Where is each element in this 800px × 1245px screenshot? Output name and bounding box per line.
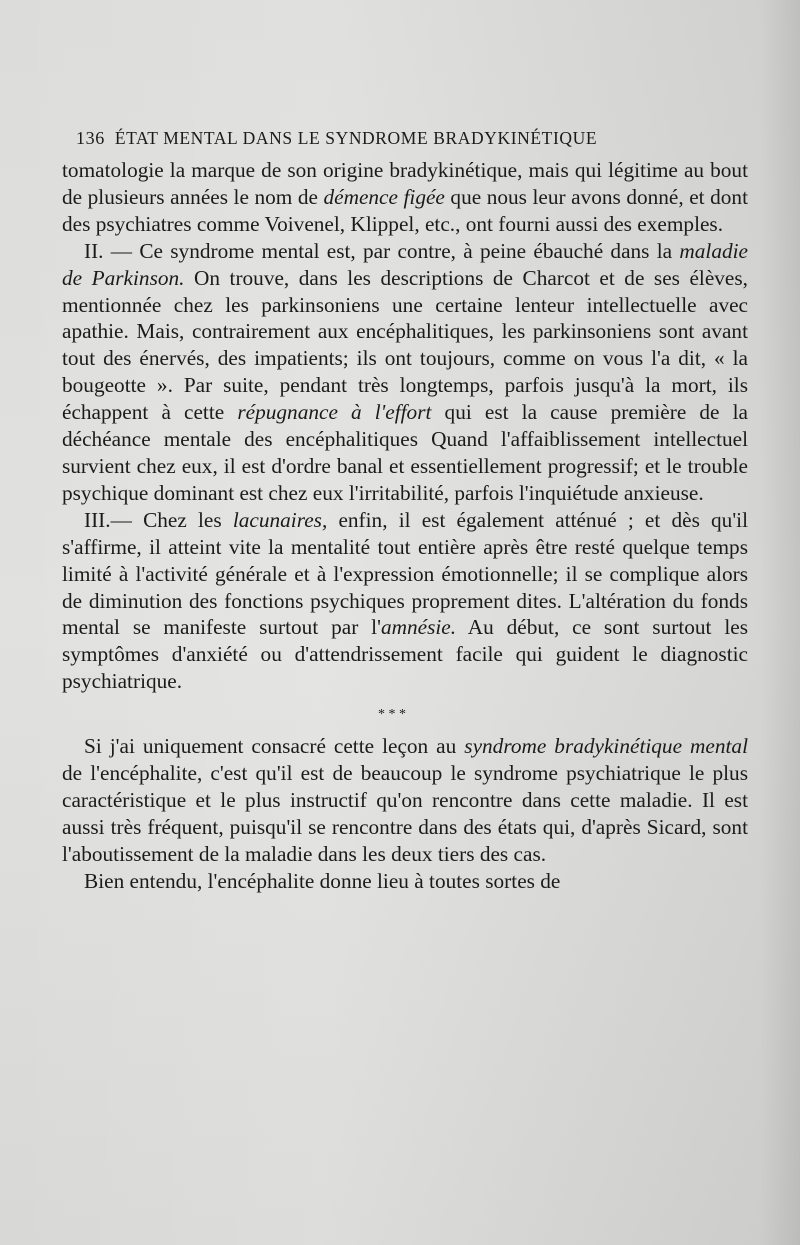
p2-text-c: On trouve, dans les descriptions de Charcot et de ses élèves, mentionnée chez les parkinsoniens une certaine lenteur intellectuelle avec apathie. Mais, contrairement aux encéphalitiques, les parkinsoniens sont avant tout des énervés, des impatients; ils ont toujours, comme on vous l'a dit, « la bougeotte ». Par suite, pendant très longtemps, parfois jusqu'à la mort, ils échappent à cette: [62, 265, 748, 425]
paragraph-5: [62, 868, 748, 895]
page-edge-shadow: [760, 0, 800, 1245]
p3-text-a: III.— Chez les: [84, 507, 233, 532]
p3-text-e: Au début, ce sont surtout les symptômes d'anxiété ou d'attendrissement facile qui guident le diagnostic psychiatrique.: [62, 615, 748, 694]
p2-italic-maladie-de-parkinson: maladie de Parkinson.: [62, 238, 748, 290]
running-header: [76, 128, 756, 149]
body-text: [62, 157, 748, 895]
p2-text-e: qui est la cause première de la déchéance mentale des encéphalitiques Quand l'affaiblissement intellectuel survient chez eux, il est d'ordre banal et essentiellement progressif; et le trouble psychique dominant est chez eux l'irritabilité, parfois l'inquiétude anxieuse.: [62, 400, 748, 505]
running-title: ÉTAT MENTAL DANS LE SYNDROME BRADYKINÉTIQUE: [114, 128, 598, 148]
paragraph-3: [62, 507, 748, 695]
p5-text-a: Bien entendu, l'encéphalite donne lieu à toutes sortes de: [84, 868, 561, 893]
paragraph-2: [62, 238, 748, 507]
page-number: 136: [76, 128, 105, 148]
paragraph-1: [62, 157, 748, 238]
p1-text-a: tomatologie la marque de son origine bradykinétique, mais qui légitime au bout de plusieurs années le nom de: [62, 158, 748, 209]
asterism: * * *: [378, 707, 406, 723]
p4-italic-syndrome: syndrome bradykinétique mental: [464, 734, 748, 759]
paragraph-4: [62, 733, 748, 868]
section-separator: [62, 695, 748, 733]
p3-italic-amnesie: amnésie.: [380, 615, 457, 640]
p1-text-c: que nous leur avons donné, et dont des psychiatres comme Voivenel, Klippel, etc., ont fourni aussi des exemples.: [62, 184, 748, 236]
p2-text-a: II. — Ce syndrome mental est, par contre, à peine ébauché dans la: [84, 238, 680, 263]
p3-text-c: enfin, il est également atténué ; et dès qu'il s'affirme, il atteint vite la mentalité tout entière après être resté quelque temps limité à l'activité générale et à l'expression émotionnelle; il se complique alors de diminution des fonctions psychiques proprement dites. L'altération du fonds mental se manifeste surtout par l': [62, 507, 748, 640]
p3-italic-lacunaires: lacunaires,: [232, 507, 328, 532]
p1-italic-demence-figee: démence figée: [323, 184, 445, 209]
p4-text-a: Si j'ai uniquement consacré cette leçon au: [84, 734, 465, 759]
p2-italic-repugnance: répugnance à l'effort: [237, 400, 432, 425]
p4-text-c: de l'encéphalite, c'est qu'il est de beaucoup le syndrome psychiatrique le plus caractéristique et le plus instructif qu'on rencontre dans cette maladie. Il est aussi très fréquent, puisqu'il se rencontre dans des états qui, d'après Sicard, sont l'aboutissement de la maladie dans les deux tiers des cas.: [62, 761, 748, 866]
